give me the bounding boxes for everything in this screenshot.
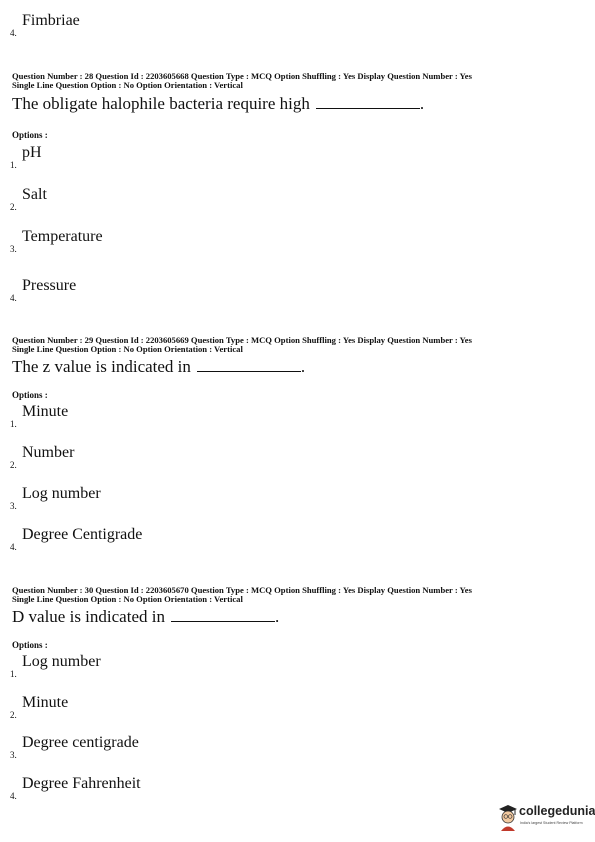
logo-tagline: India's largest Student Review Platform: [520, 821, 583, 825]
answer-blank: [171, 607, 275, 622]
option-text: Degree Fahrenheit: [22, 775, 141, 792]
options-label: Options :: [12, 640, 48, 650]
option-number: 2.: [10, 460, 17, 470]
option-number: 4.: [10, 293, 17, 303]
options-label: Options :: [12, 130, 48, 140]
option-number: 1.: [10, 419, 17, 429]
option-number: 2.: [10, 710, 17, 720]
option-number: 4.: [10, 791, 17, 801]
option-number: 4.: [10, 542, 17, 552]
question-text: D value is indicated in .: [12, 607, 280, 626]
option-text: Degree centigrade: [22, 734, 139, 751]
options-label: Options :: [12, 390, 48, 400]
option-text: Log number: [22, 485, 101, 502]
question-text: The obligate halophile bacteria require high .: [12, 94, 425, 113]
option-number: 2.: [10, 202, 17, 212]
option-text: Temperature: [22, 228, 103, 245]
option-number: 4.: [10, 28, 17, 38]
option-text: Pressure: [22, 277, 77, 294]
collegedunia-logo: [497, 800, 595, 834]
option-text: Fimbriae: [22, 12, 80, 29]
option-text: pH: [22, 144, 42, 161]
question-text: The z value is indicated in .: [12, 357, 306, 376]
option-text: Salt: [22, 186, 47, 203]
option-text: Number: [22, 444, 75, 461]
option-number: 3.: [10, 750, 17, 760]
option-number: 1.: [10, 669, 17, 679]
answer-blank: [316, 94, 420, 109]
option-number: 1.: [10, 160, 17, 170]
question-meta: Question Number : 30 Question Id : 2203605670 Question Type : MCQ Option Shuffling : Yes Display Question Number : Yes Single Line Question Option : No Option Orientation : Vertical: [12, 585, 472, 604]
answer-blank: [197, 357, 301, 372]
option-text: Minute: [22, 403, 69, 420]
option-text: Log number: [22, 653, 101, 670]
option-text: Minute: [22, 694, 69, 711]
question-meta: Question Number : 28 Question Id : 2203605668 Question Type : MCQ Option Shuffling : Yes Display Question Number : Yes Single Line Question Option : No Option Orientation : Vertical: [12, 71, 472, 90]
option-text: Degree Centigrade: [22, 526, 143, 543]
option-number: 3.: [10, 501, 17, 511]
logo-wordmark: collegedunia: [519, 804, 595, 818]
student-mascot-icon: [497, 802, 519, 832]
question-meta: Question Number : 29 Question Id : 2203605669 Question Type : MCQ Option Shuffling : Yes Display Question Number : Yes Single Line Question Option : No Option Orientation : Vertical: [12, 335, 472, 354]
option-number: 3.: [10, 244, 17, 254]
